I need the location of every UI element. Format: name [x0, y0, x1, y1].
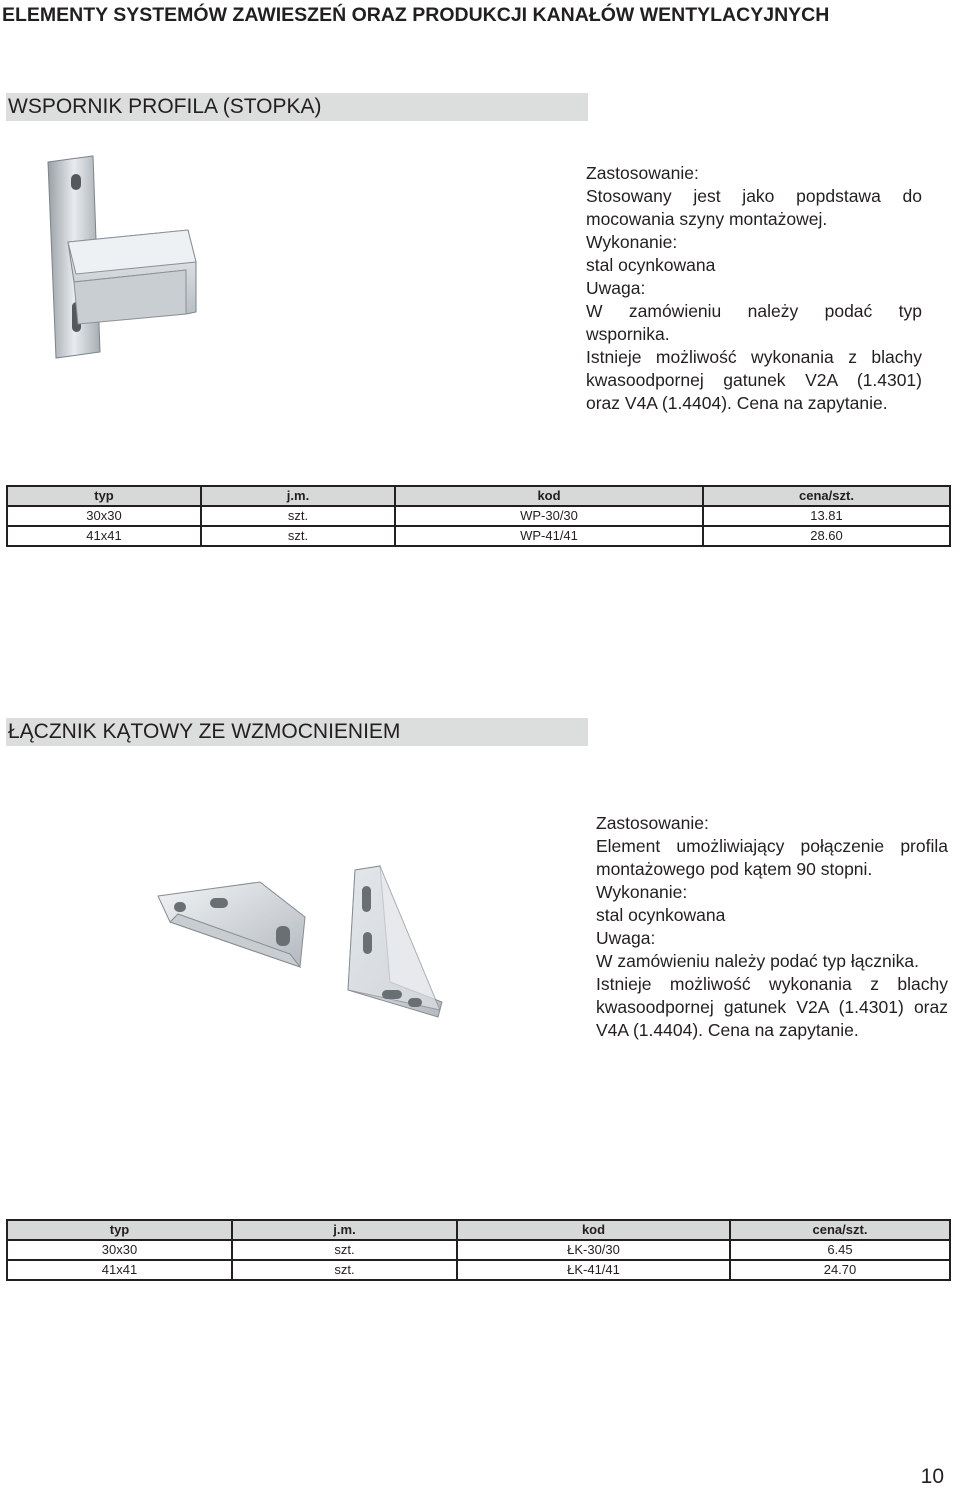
note-label: Uwaga: — [586, 278, 646, 298]
table-cell: szt. — [232, 1260, 457, 1280]
application-text-line: Stosowany jest jako popdstawa do — [586, 186, 922, 206]
column-header: j.m. — [232, 1220, 457, 1240]
note-label: Uwaga: — [596, 928, 656, 948]
table-cell: szt. — [201, 506, 395, 526]
page-number: 10 — [920, 1465, 944, 1488]
table-cell: 28.60 — [703, 526, 950, 546]
table-cell: ŁK-30/30 — [457, 1240, 730, 1260]
table-cell: 6.45 — [730, 1240, 950, 1260]
column-header: kod — [457, 1220, 730, 1240]
note-text-line: kwasoodpornej gatunek V2A (1.4301) oraz — [596, 997, 948, 1017]
table-cell: 30x30 — [7, 506, 201, 526]
price-table-lacznik — [6, 1219, 951, 1281]
application-text-line: montażowego pod kątem 90 stopni. — [596, 859, 873, 879]
note-text-line: kwasoodpornej gatunek V2A (1.4301) — [586, 370, 922, 390]
application-text-line: Element umożliwiający połączenie profila — [596, 836, 948, 856]
angle-connector-photo — [150, 862, 450, 1022]
bracket-foot-photo — [38, 152, 218, 362]
note-text-line: wspornika. — [586, 324, 670, 344]
material-text: stal ocynkowana — [596, 905, 726, 925]
note-text-line: V4A (1.4404). Cena na zapytanie. — [596, 1020, 859, 1040]
column-header: kod — [395, 486, 703, 506]
table-cell: szt. — [201, 526, 395, 546]
table-header-row — [7, 486, 950, 506]
table-header-row — [7, 1220, 950, 1240]
note-text-line: oraz V4A (1.4404). Cena na zapytanie. — [586, 393, 888, 413]
application-label: Zastosowanie: — [596, 813, 709, 833]
section-title-lacznik: ŁĄCZNIK KĄTOWY ZE WZMOCNIENIEM — [6, 718, 588, 746]
page-header: ELEMENTY SYSTEMÓW ZAWIESZEŃ ORAZ PRODUKCJI KANAŁÓW WENTYLACYJNYCH — [2, 4, 830, 26]
table-row — [7, 1240, 950, 1260]
price-table-wspornik — [6, 485, 951, 547]
table-row — [7, 1260, 950, 1280]
table-cell: szt. — [232, 1240, 457, 1260]
material-label: Wykonanie: — [596, 882, 688, 902]
table-cell: WP-30/30 — [395, 506, 703, 526]
column-header: cena/szt. — [703, 486, 950, 506]
table-cell: 13.81 — [703, 506, 950, 526]
table-cell: 41x41 — [7, 1260, 232, 1280]
application-text-line: mocowania szyny montażowej. — [586, 209, 828, 229]
table-row — [7, 506, 950, 526]
section-title-wspornik: WSPORNIK PROFILA (STOPKA) — [6, 93, 588, 121]
note-text-line: W zamówieniu należy podać typ łącznika. — [596, 951, 919, 971]
table-cell: 30x30 — [7, 1240, 232, 1260]
description-wspornik — [586, 162, 922, 415]
note-text-line: Istnieje możliwość wykonania z blachy — [586, 347, 922, 367]
table-row — [7, 526, 950, 546]
material-label: Wykonanie: — [586, 232, 678, 252]
column-header: j.m. — [201, 486, 395, 506]
table-cell: 41x41 — [7, 526, 201, 546]
column-header: cena/szt. — [730, 1220, 950, 1240]
material-text: stal ocynkowana — [586, 255, 716, 275]
column-header: typ — [7, 1220, 232, 1240]
table-cell: WP-41/41 — [395, 526, 703, 546]
table-cell: ŁK-41/41 — [457, 1260, 730, 1280]
description-lacznik — [596, 812, 948, 1042]
note-text-line: Istnieje możliwość wykonania z blachy — [596, 974, 948, 994]
column-header: typ — [7, 486, 201, 506]
note-text-line: W zamówieniu należy podać typ — [586, 301, 922, 321]
table-cell: 24.70 — [730, 1260, 950, 1280]
application-label: Zastosowanie: — [586, 163, 699, 183]
